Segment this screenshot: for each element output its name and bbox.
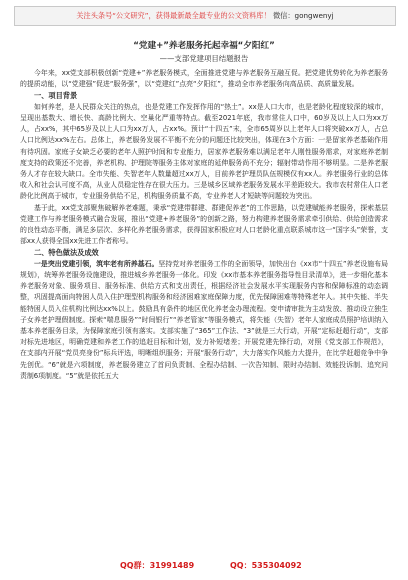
banner-wechat-text: 微信：gongwenyj	[272, 11, 334, 20]
practice-lead: 一是突出党建引领，筑牢老有所养基石。	[34, 259, 159, 268]
section-heading-practices: 二、特色做法及成效	[34, 248, 99, 258]
qq-group-text: QQ群：31991489	[120, 561, 195, 570]
document-title: “党建+”养老服务托起幸福“夕阳红”	[133, 41, 275, 51]
background-paragraph: 如何养老，是人民群众关注的热点，也是党建工作发挥作用的“热土”。xx是人口大市，也是老龄化程度较深的城市，呈现出基数大、增长快、高龄比例大、空巢化严重等特点。截至2021年底，我市常住人口中，60岁及以上人口为xx万人，占xx%，其中65岁及以上人口为xx万人，占xx%。预计“十四五”末，全市65周岁以上老年人口将突破xx万人，占总人口比例达xx%左右。总体上，养老服务发展不平衡不充分的问题还比较突出，体现在3个方面：一是留家养老基础作用有待巩固。家庭子女缺乏必要的老年人照护时间和专业能力，居家养老服务难以满足老年人刚性服务需求，对家庭养老制度支持的政策还不完善，养老机构、护理院等服务主体对家庭的延伸服务尚不充分；辐射带动作用不够明显。二是养老服务人才存在较大缺口。全市失能、失智老年人数量超过xx万人，目前养老护理员队伍规模仅有xx人。养老服务行业的总体收入和社会认可度不高，从业人员稳定性存在很大压力。三是城乡区域养老服务发展水平差距较大。我市农村常住人口老龄化比例高于城市，专业服务供给不足，机构服务质量不高，专业养老人才短缺等问题较为突出。	[20, 102, 388, 201]
practice-text: 坚持党对养老服务工作的全面领导，加快出台《xx市“十四五”养老设施布局规划》，统筹养老服务设施建设，推进城乡养老服务一体化。印发《xx市基本养老服务指导性目录清单》，进一步细化基本养老服务对象、服务项目、服务标准、供给方式和支出责任，根据经济社会发展水平实现服务内容和保障标准的动态调整，巩固提高面向特困人员入住护理型机构服务和经济困难家庭保障力度，优先保障困难等特殊老年人。其中失能、半失能特困人员入住机构比例达xx%以上。鼓励具有条件的地区优化养老金办理流程。变申请审批为主动发放、推动设立独生子女养老护理假制度。探索“喘息服务”“时间银行”“养老管家”等服务模式，将失能（失智）老年人家庭成员照护培训纳入基本养老服务目录，为保障家庭引领有落实。支部实施了“365”工作法、“3”就是三大行动，开展“定标赶超行动”，支部对标先进地区，明确党建和养老工作的追赶目标和计划，发力补短堵差；开展党建先锋行动，对照《党支部工作规范》，在支部内开展“党员亮身份”标兵评选，明晰组织服务；开展“服务行动”，大力落实作风能力大提升，在比学赶超竞争中争先创优。“6”就是六项制度，养老服务建立了首问负责制、全程办结制、一次告知制、限时办结制、效能投诉制、追究问责制6项制度。“5”就是依托五大	[20, 259, 388, 380]
intro-paragraph: 今年来，xx党支部积极创新“党建+”养老服务模式，全面推进党建与养老服务互融互促。把党建优势转化为养老服务的提质动能，以“党建强”促进“服务强”，以“党建红”点亮“夕阳红”，推动全市养老服务向高品质、高质量发展。	[20, 69, 388, 89]
banner-promo-text: 关注头条号“公文研究”，获得最新最全最专业的公文资料库！	[76, 11, 271, 20]
document-subtitle: ——支部党建项目结题报告	[159, 54, 249, 63]
qq-contact-text: QQ：535304092	[230, 561, 302, 570]
contact-footer	[0, 560, 408, 574]
section-heading-background: 一、项目背景	[34, 91, 78, 101]
approach-paragraph: 基于此，xx党支部聚焦破解养老难题，秉承“党建带群建、群建促养老”的工作思路，以党建赋能养老服务，探索基层党建工作与养老服务模式融合发展，推出“党建+养老服务”的创新之路，努力构建养老服务需求牵引供给、供给创造需求的良性动态平衡，满足多层次、多样化养老服务需求，获得国家积极应对人口老龄化重点联系城市这一“国字头”荣誉，支部xx人获得全国xx先进工作者称号。	[20, 203, 388, 246]
promo-banner	[14, 6, 396, 26]
document-body	[20, 40, 388, 382]
practice-paragraph	[20, 259, 388, 382]
